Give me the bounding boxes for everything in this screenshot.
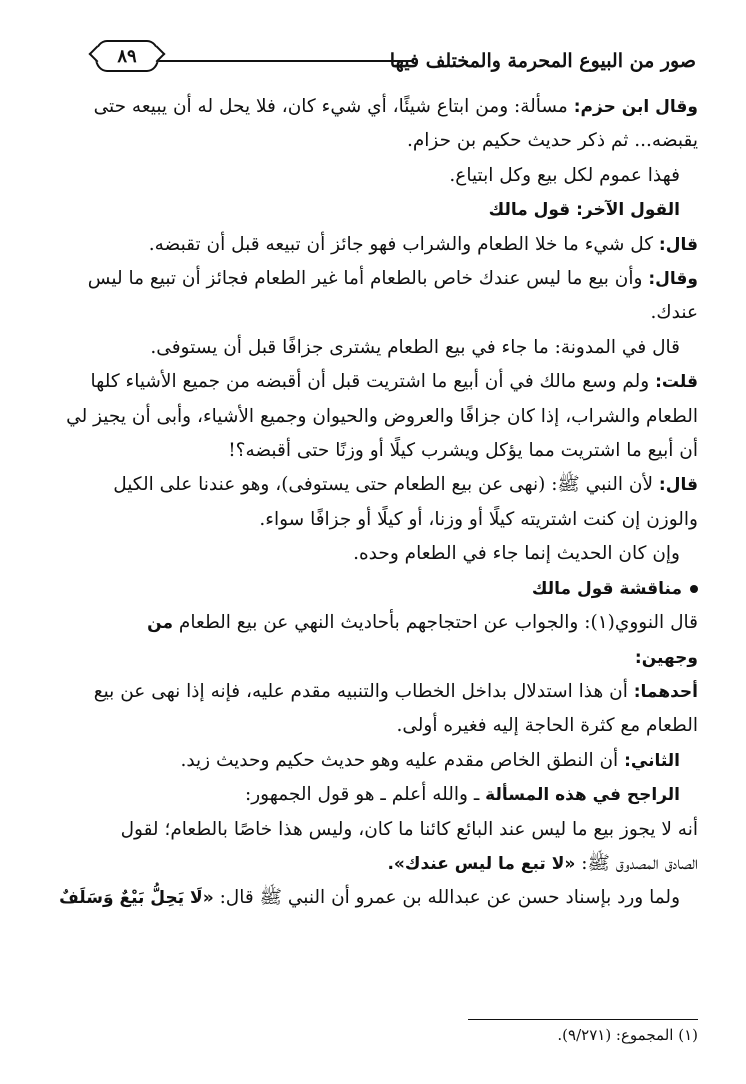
- bold-lead: قلت:: [655, 372, 698, 393]
- line-text: الطعام مع كثرة الحاجة إليه فغيره أولى.: [396, 715, 698, 737]
- heading-text: القول الآخر: قول مالك: [488, 200, 680, 221]
- page-header: [95, 36, 696, 76]
- page-number: ٨٩: [117, 45, 137, 67]
- bullet-icon: [690, 585, 698, 593]
- bold-lead: أحدهما:: [633, 681, 698, 702]
- line-text: وأن بيع ما ليس عندك خاص بالطعام أما غير الطعام فجائز أن تبيع ما ليس: [87, 268, 649, 290]
- section-heading: [44, 572, 698, 606]
- text-line: [44, 709, 698, 743]
- bold-lead: وقال ابن حزم:: [573, 97, 698, 117]
- text-line: [44, 124, 698, 158]
- line-text: والوزن إن كنت اشتريته كيلًا أو وزنا، أو كيلًا أو جزافًا سواء.: [259, 508, 698, 530]
- line-text: ولم وسع مالك في أن أبيع ما اشتريت قبل أن أقبضه من جميع الأشياء كلها: [90, 371, 656, 393]
- running-title: صور من البيوع المحرمة والمختلف فيها: [389, 50, 696, 72]
- text-line: [44, 778, 698, 812]
- text-line: [44, 813, 698, 847]
- text-line: [44, 228, 698, 262]
- line-text: أن أبيع ما اشتريت مما يؤكل ويشرب كيلًا أو وزنًا حتى أقبضه؟!: [228, 440, 698, 462]
- header-rule: [157, 60, 414, 62]
- text-line: [44, 90, 698, 124]
- text-line: [44, 159, 698, 193]
- text-line: [44, 847, 698, 881]
- text-line: [44, 881, 698, 915]
- text-line: [44, 296, 698, 330]
- line-text: قال في المدونة: ما جاء في بيع الطعام يشترى جزافًا قبل أن يستوفى.: [150, 336, 680, 358]
- text-line: [44, 606, 698, 640]
- text-line: [44, 400, 698, 434]
- text-line: [44, 365, 698, 399]
- footnote-rule: [468, 1019, 698, 1020]
- bold-quote: «لَا يَحِلُّ بَيْعٌ وَسَلَفٌ: [59, 888, 214, 909]
- bold-lead: قال:: [658, 475, 698, 496]
- text-line: [44, 262, 698, 296]
- page-body: [44, 90, 698, 916]
- line-text: أن النطق الخاص مقدم عليه وهو حديث حكيم وحديث زيد.: [180, 749, 625, 771]
- page-number-badge: [95, 40, 159, 72]
- bold-lead: وقال:: [648, 269, 698, 290]
- heading-text: مناقشة قول مالك: [531, 578, 682, 599]
- bold-lead: وجهين:: [634, 647, 698, 668]
- bold-quote: «لا تبع ما ليس عندك».: [387, 853, 576, 874]
- text-line: [44, 537, 698, 571]
- footnote: (١) المجموع: (٩/٢٧١).: [557, 1026, 698, 1044]
- line-text: الطعام والشراب، إذا كان جزافًا والعروض والحيوان وجميع الأشياء، وأبى أن يجيز لي: [66, 405, 698, 427]
- line-text: مسألة: ومن ابتاع شيئًا، أي شيء كان، فلا يحل له أن يبيعه حتى: [93, 96, 574, 117]
- text-line: [44, 468, 698, 502]
- text-line: [44, 675, 698, 709]
- line-text: يقبضه... ثم ذكر حديث حكيم بن حزام.: [406, 130, 698, 152]
- line-text: عندك.: [650, 302, 698, 324]
- text-line: [44, 434, 698, 468]
- text-line: [44, 641, 698, 675]
- bold-lead: الراجح في هذه المسألة: [485, 785, 680, 806]
- text-line: [44, 744, 698, 778]
- line-text: أن هذا استدلال بداخل الخطاب والتنبيه مقدم عليه، فإنه إذا نهى عن بيع: [93, 680, 634, 702]
- line-text: ـ والله أعلم ـ هو قول الجمهور:: [244, 784, 486, 806]
- text-line: [44, 331, 698, 365]
- text-line: [44, 503, 698, 537]
- line-text: وإن كان الحديث إنما جاء في الطعام وحده.: [353, 543, 680, 565]
- section-heading: [44, 193, 698, 227]
- line-text: لأن النبي ﷺ: (نهى عن بيع الطعام حتى يستوفى)، وهو عندنا على الكيل: [113, 474, 659, 496]
- line-text: قال النووي(١): والجواب عن احتجاجهم بأحاديث النهي عن بيع الطعام: [178, 612, 698, 634]
- line-text: كل شيء ما خلا الطعام والشراب فهو جائز أن تبيعه قبل أن تقبضه.: [148, 233, 659, 255]
- bold-tail: من: [147, 613, 179, 634]
- line-text: الصادق المصدوق ﷺ:: [575, 852, 698, 874]
- bold-lead: الثاني:: [624, 750, 680, 771]
- bold-lead: قال:: [658, 234, 698, 255]
- line-text: فهذا عموم لكل بيع وكل ابتياع.: [449, 164, 680, 186]
- line-text: ولما ورد بإسناد حسن عن عبدالله بن عمرو أن النبي ﷺ قال:: [213, 887, 680, 909]
- line-text: أنه لا يجوز بيع ما ليس عند البائع كائنا ما كان، وليس هذا خاصًا بالطعام؛ لقول: [120, 818, 698, 840]
